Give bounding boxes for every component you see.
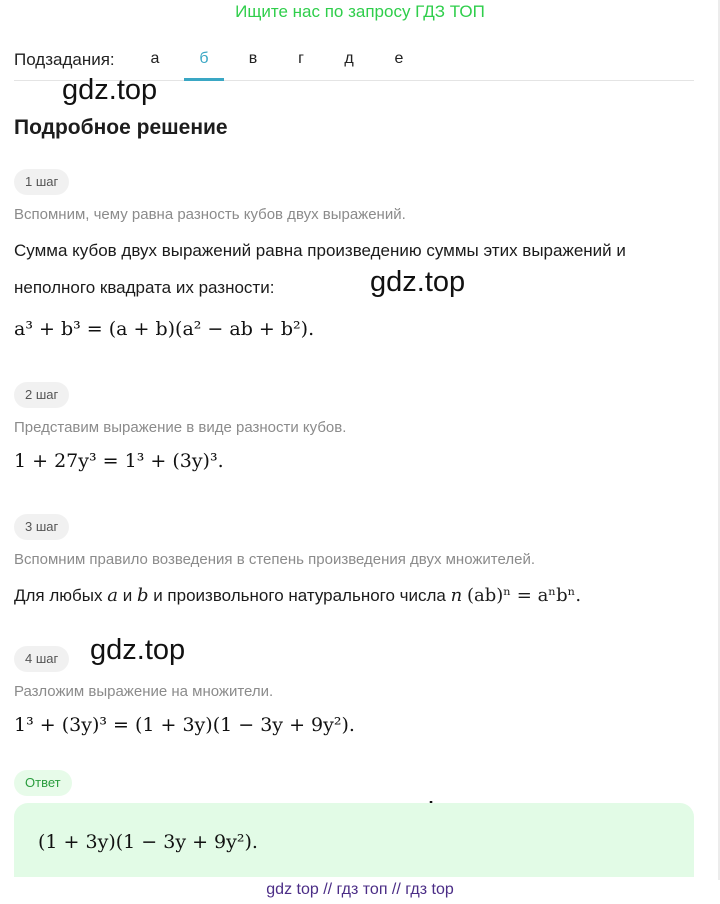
tab-subtask-d[interactable]: д [344, 50, 354, 67]
answer-formula: (1 + 3y)(1 − 3y + 9y²). [38, 831, 258, 853]
step-3-text-pre: Для любых [14, 586, 103, 605]
variable-a: a [107, 585, 118, 606]
step-1-formula: a³ + b³ = (a + b)(a² − ab + b²). [14, 318, 315, 340]
variable-b: b [136, 585, 149, 606]
step-1-text: Сумма кубов двух выражений равна произведению суммы этих выражений и [14, 241, 626, 260]
step-3-text-and: и [122, 586, 133, 605]
tab-subtask-b[interactable]: б [184, 50, 224, 78]
watermark: gdz.top [62, 74, 158, 106]
tab-subtask-g[interactable]: г [298, 50, 304, 67]
answer-badge: Ответ [14, 770, 72, 796]
page-title: Подробное решение [14, 116, 228, 139]
tab-subtask-e[interactable]: е [394, 50, 404, 67]
step-4-hint: Разложим выражение на множители. [14, 683, 274, 700]
step-3-text [14, 585, 581, 606]
step-1-badge: 1 шаг [14, 169, 69, 195]
step-3-badge: 3 шаг [14, 514, 69, 540]
footer-links[interactable]: gdz top // гдз топ // гдз top [266, 881, 454, 898]
subtasks-label: Подзадания: [14, 50, 115, 69]
power-rule-formula: (ab)ⁿ = aⁿbⁿ. [466, 585, 582, 606]
step-2-formula: 1 + 27y³ = 1³ + (3y)³. [14, 450, 224, 472]
step-2-badge: 2 шаг [14, 382, 69, 408]
step-3-text-mid: и произвольного натурального числа [153, 586, 446, 605]
step-4-formula: 1³ + (3y)³ = (1 + 3y)(1 − 3y + 9y²). [14, 714, 355, 736]
tab-subtask-v[interactable]: в [248, 50, 258, 67]
step-1-text: неполного квадрата их разности: [14, 278, 275, 297]
answer-box [14, 803, 694, 877]
step-4-badge: 4 шаг [14, 646, 69, 672]
step-1-hint: Вспомним, чему равна разность кубов двух выражений. [14, 206, 406, 223]
tab-subtask-a[interactable]: а [150, 50, 160, 67]
search-banner: Ищите нас по запросу ГДЗ ТОП [235, 2, 485, 21]
watermark: gdz.top [90, 634, 186, 666]
watermark: gdz.top [370, 266, 466, 298]
variable-n: n [450, 585, 463, 606]
step-2-hint: Представим выражение в виде разности кубов. [14, 419, 347, 436]
step-3-hint: Вспомним правило возведения в степень произведения двух множителей. [14, 551, 535, 568]
